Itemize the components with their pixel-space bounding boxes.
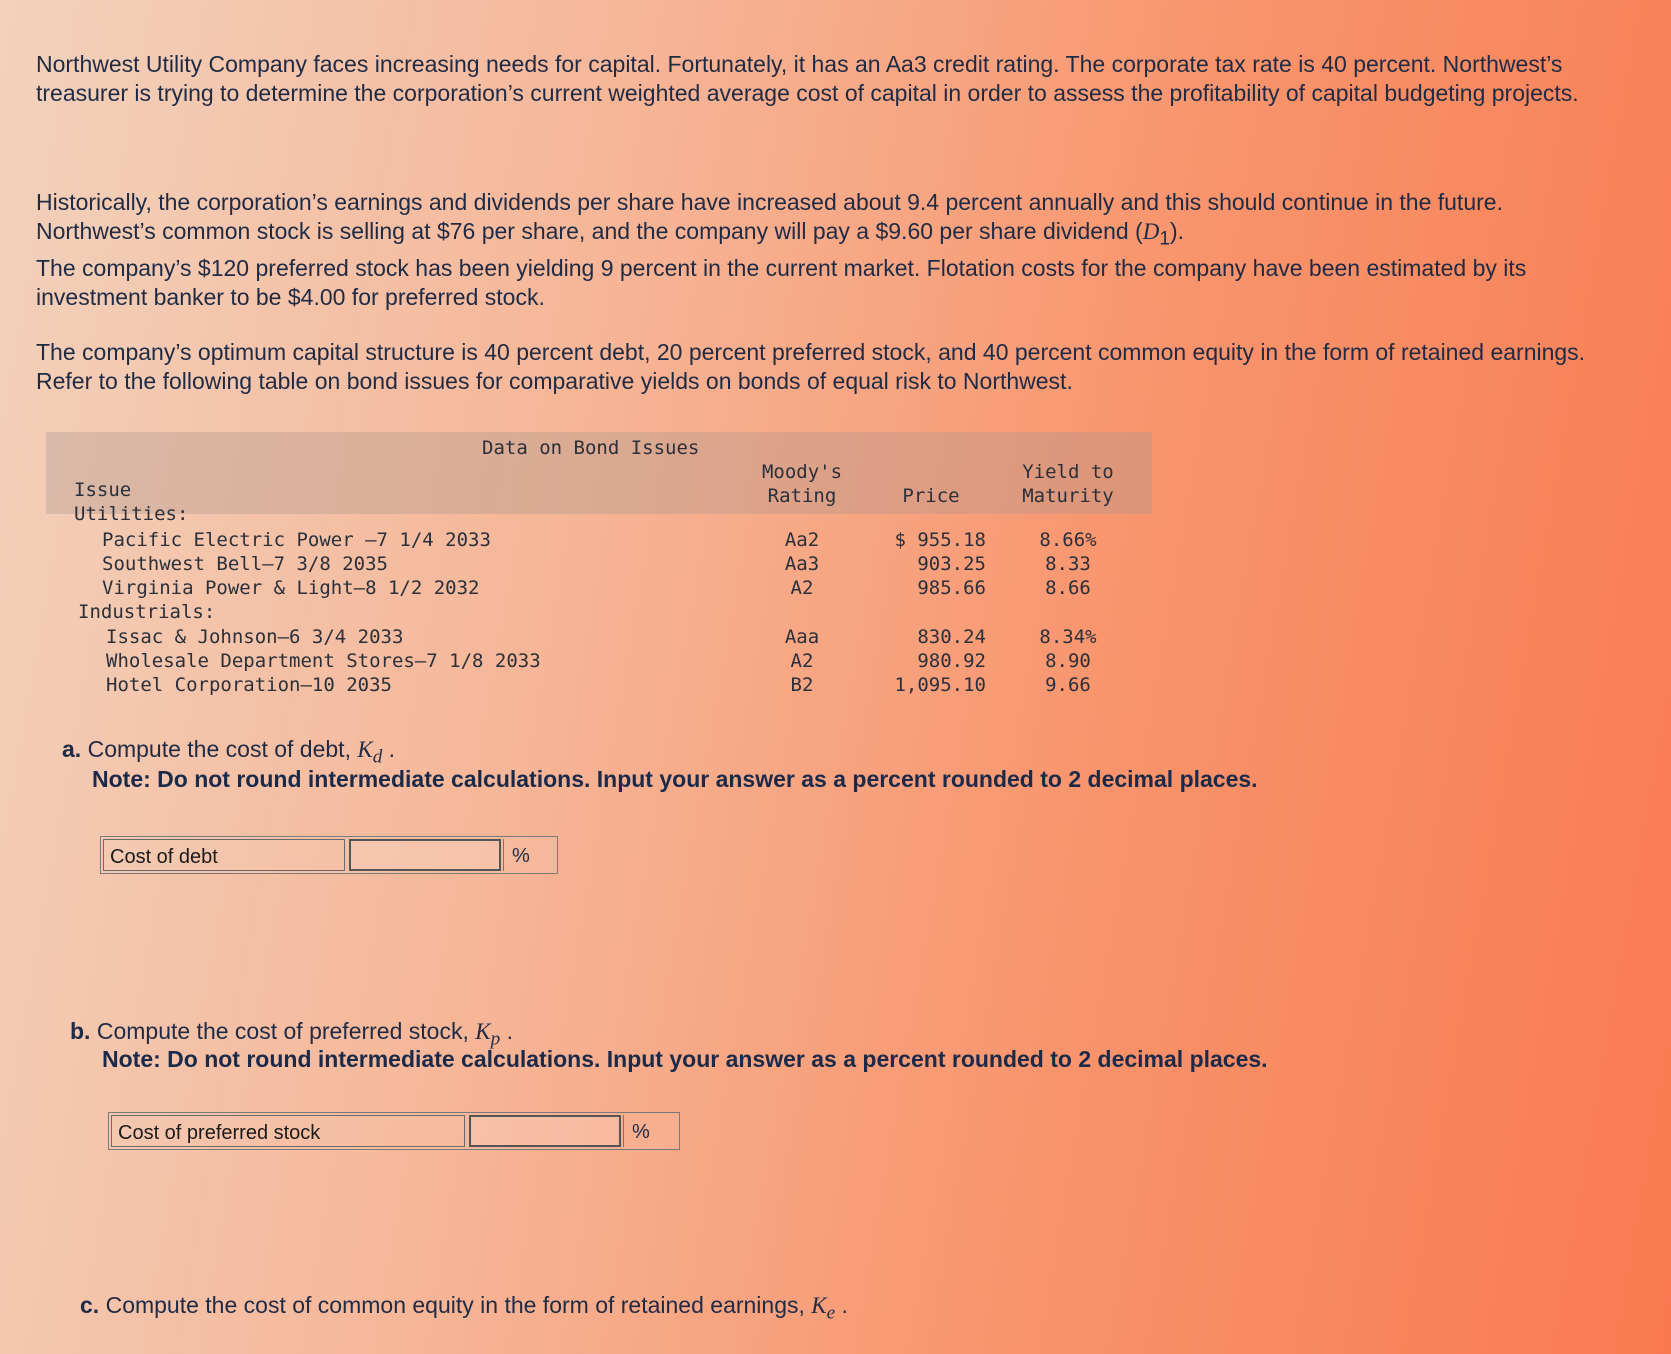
question-a-symbol: K xyxy=(357,737,373,762)
issue-price: $ 955.18 xyxy=(894,529,986,551)
col-header-rating-1: Moody's xyxy=(761,461,843,483)
cost-of-debt-input[interactable] xyxy=(349,839,501,871)
issue-name: Pacific Electric Power —7 1/4 2033 xyxy=(102,529,491,551)
issue-yield: 8.66% xyxy=(1039,529,1097,551)
issue-yield: 8.33 xyxy=(1045,553,1091,575)
issue-rating: A2 xyxy=(790,650,814,672)
issue-rating: Aaa xyxy=(784,626,820,648)
issue-yield: 9.66 xyxy=(1045,674,1091,696)
cost-of-preferred-percent: % xyxy=(623,1115,658,1147)
issue-rating: B2 xyxy=(790,674,814,696)
question-b-subscript: p xyxy=(490,1028,501,1050)
group-utilities: Utilities: xyxy=(74,503,189,525)
col-header-rating-2: Rating xyxy=(767,485,837,507)
issue-rating: Aa3 xyxy=(784,553,820,575)
intro-paragraph-2-text: Historically, the corporation’s earnings and dividends per share have increased about 9.4 percent annually and this should continue in the future. Northwest’s common stock is selling at $76 per share, and the company will pay a $9.60 per share dividend ( xyxy=(36,189,1503,244)
question-a-text: Compute the cost of debt, xyxy=(87,736,351,762)
question-c-end: . xyxy=(841,1292,848,1318)
issue-name: Issac & Johnson—6 3/4 2033 xyxy=(106,626,404,648)
dividend-symbol: D xyxy=(1142,219,1160,244)
issue-price: 903.25 xyxy=(917,553,986,575)
question-a-note: Note: Do not round intermediate calculations. Input your answer as a percent rounded to 2 decimal places. xyxy=(92,766,1258,792)
table-title: Data on Bond Issues xyxy=(482,437,700,459)
issue-name: Southwest Bell—7 3/8 2035 xyxy=(102,553,388,575)
cost-of-debt-row xyxy=(100,836,558,874)
question-c-symbol: K xyxy=(811,1293,827,1318)
question-c-text: Compute the cost of common equity in the form of retained earnings, xyxy=(105,1292,805,1318)
intro-paragraph-2-preferred: The company’s $120 preferred stock has been yielding 9 percent in the current market. Flotation costs for the company have been estimated by its investment banker to be $4.00 for preferred stock. xyxy=(36,254,1527,310)
dividend-subscript: 1 xyxy=(1159,228,1170,250)
question-b-end: . xyxy=(506,1018,513,1044)
issue-price: 980.92 xyxy=(917,650,986,672)
issue-name: Hotel Corporation—10 2035 xyxy=(106,674,392,696)
issue-price: 1,095.10 xyxy=(894,674,986,696)
question-a-prefix: a. xyxy=(62,736,82,762)
cost-of-preferred-row xyxy=(108,1112,680,1150)
col-header-issue: Issue xyxy=(74,479,132,501)
issue-rating: Aa2 xyxy=(784,529,820,551)
question-a-end: . xyxy=(388,736,396,762)
intro-paragraph-2 xyxy=(36,188,1616,312)
intro-paragraph-2-end: ). xyxy=(1170,218,1185,244)
col-header-yield-1: Yield to xyxy=(1022,461,1114,483)
question-b-note: Note: Do not round intermediate calculations. Input your answer as a percent rounded to 2 decimal places. xyxy=(102,1046,1268,1072)
question-b-symbol: K xyxy=(475,1019,491,1044)
question-b-prefix: b. xyxy=(70,1018,91,1044)
cost-of-debt-label: Cost of debt xyxy=(103,839,345,871)
col-header-yield-2: Maturity xyxy=(1022,485,1114,507)
cost-of-debt-percent: % xyxy=(503,839,538,871)
issue-price: 830.24 xyxy=(917,626,986,648)
issue-name: Virginia Power & Light—8 1/2 2032 xyxy=(102,577,480,599)
question-c-subscript: e xyxy=(826,1302,836,1324)
issue-name: Wholesale Department Stores—7 1/8 2033 xyxy=(106,650,541,672)
group-industrials: Industrials: xyxy=(78,601,216,623)
intro-paragraph-3: The company’s optimum capital structure is 40 percent debt, 20 percent preferred stock, and 40 percent common equity in the form of retained earnings. Refer to the following table on bond issues for comparative yields on bonds of equal risk to Northwest. xyxy=(36,339,1586,394)
question-b-text: Compute the cost of preferred stock, xyxy=(96,1018,469,1044)
bond-issues-table xyxy=(46,432,1152,712)
issue-yield: 8.66 xyxy=(1045,577,1091,599)
cost-of-preferred-label: Cost of preferred stock xyxy=(111,1115,465,1147)
issue-yield: 8.90 xyxy=(1045,650,1091,672)
issue-yield: 8.34% xyxy=(1039,626,1097,648)
question-c-prefix: c. xyxy=(80,1292,100,1318)
question-c xyxy=(80,1290,848,1329)
col-header-price: Price xyxy=(902,485,960,507)
issue-rating: A2 xyxy=(790,577,814,599)
issue-price: 985.66 xyxy=(917,577,986,599)
question-a-subscript: d xyxy=(372,746,383,768)
intro-paragraph-1: Northwest Utility Company faces increasing needs for capital. Fortunately, it has an Aa3 credit rating. The corporate tax rate is 40 percent. Northwest’s treasurer is trying to determine the corporation’s current weighted average cost of capital in order to assess the profitability of capital budgeting projects. xyxy=(36,51,1579,106)
cost-of-preferred-input[interactable] xyxy=(469,1115,621,1147)
